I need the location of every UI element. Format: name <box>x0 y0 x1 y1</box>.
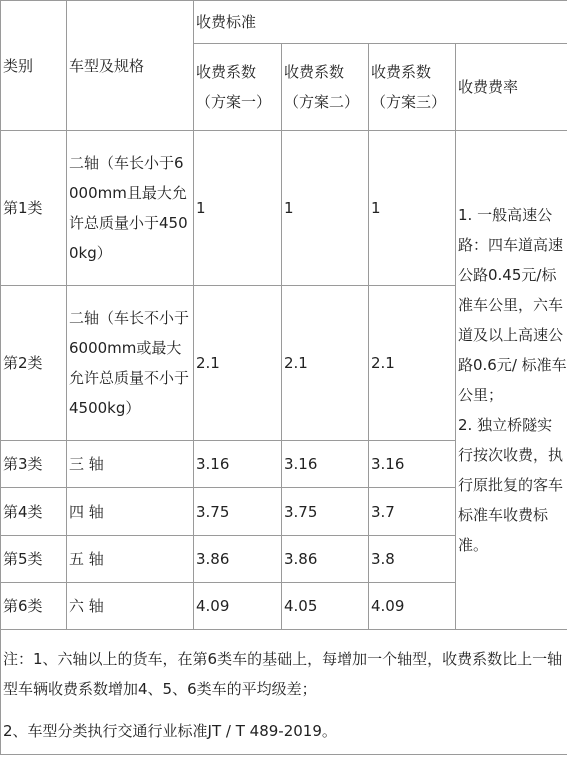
row-category: 第5类 <box>1 536 67 583</box>
row-model: 二轴（车长小于6000mm且最大允许总质量小于4500kg） <box>67 131 194 286</box>
row-coeff-2: 4.05 <box>282 583 369 630</box>
header-fee-standard: 收费标准 <box>194 1 567 44</box>
row-coeff-1: 3.86 <box>194 536 282 583</box>
header-coeff-2: 收费系数（方案二） <box>282 44 369 131</box>
row-coeff-2: 1 <box>282 131 369 286</box>
row-coeff-2: 3.16 <box>282 441 369 488</box>
row-category: 第3类 <box>1 441 67 488</box>
row-coeff-3: 3.7 <box>369 488 456 536</box>
notes-row <box>1 630 567 755</box>
row-category: 第1类 <box>1 131 67 286</box>
row-coeff-3: 1 <box>369 131 456 286</box>
row-coeff-2: 3.75 <box>282 488 369 536</box>
row-category: 第2类 <box>1 286 67 441</box>
row-coeff-1: 3.16 <box>194 441 282 488</box>
row-model: 四 轴 <box>67 488 194 536</box>
row-coeff-1: 4.09 <box>194 583 282 630</box>
row-coeff-1: 3.75 <box>194 488 282 536</box>
note-line-2: 2、车型分类执行交通行业标准JT / T 489-2019。 <box>3 722 337 740</box>
table-row <box>1 131 567 286</box>
fee-rate-paragraph-1: 1. 一般高速公路：四车道高速公路0.45元/标准车公里，六车道及以上高速公路0.6元/ 标准车公里； <box>458 206 567 404</box>
header-row-top <box>1 1 567 44</box>
row-coeff-3: 2.1 <box>369 286 456 441</box>
note-line-1: 注：1、六轴以上的货车，在第6类车的基础上，每增加一个轴型，收费系数比上一轴型车辆收费系数增加4、5、6类车的平均级差； <box>3 650 563 698</box>
row-model: 六 轴 <box>67 583 194 630</box>
row-model: 三 轴 <box>67 441 194 488</box>
fee-rate-cell <box>456 131 567 630</box>
header-category: 类别 <box>1 1 67 131</box>
header-coeff-3: 收费系数（方案三） <box>369 44 456 131</box>
row-coeff-2: 3.86 <box>282 536 369 583</box>
row-model: 五 轴 <box>67 536 194 583</box>
row-category: 第4类 <box>1 488 67 536</box>
row-coeff-3: 3.16 <box>369 441 456 488</box>
header-model-spec: 车型及规格 <box>67 1 194 131</box>
row-coeff-1: 2.1 <box>194 286 282 441</box>
row-coeff-1: 1 <box>194 131 282 286</box>
row-model: 二轴（车长不小于6000mm或最大允许总质量不小于4500kg） <box>67 286 194 441</box>
header-fee-rate: 收费费率 <box>456 44 567 131</box>
row-category: 第6类 <box>1 583 67 630</box>
fee-rate-paragraph-2: 2. 独立桥隧实行按次收费，执行原批复的客车标准车收费标准。 <box>458 416 564 554</box>
row-coeff-2: 2.1 <box>282 286 369 441</box>
notes-cell <box>1 630 567 755</box>
header-coeff-1: 收费系数（方案一） <box>194 44 282 131</box>
row-coeff-3: 3.8 <box>369 536 456 583</box>
row-coeff-3: 4.09 <box>369 583 456 630</box>
